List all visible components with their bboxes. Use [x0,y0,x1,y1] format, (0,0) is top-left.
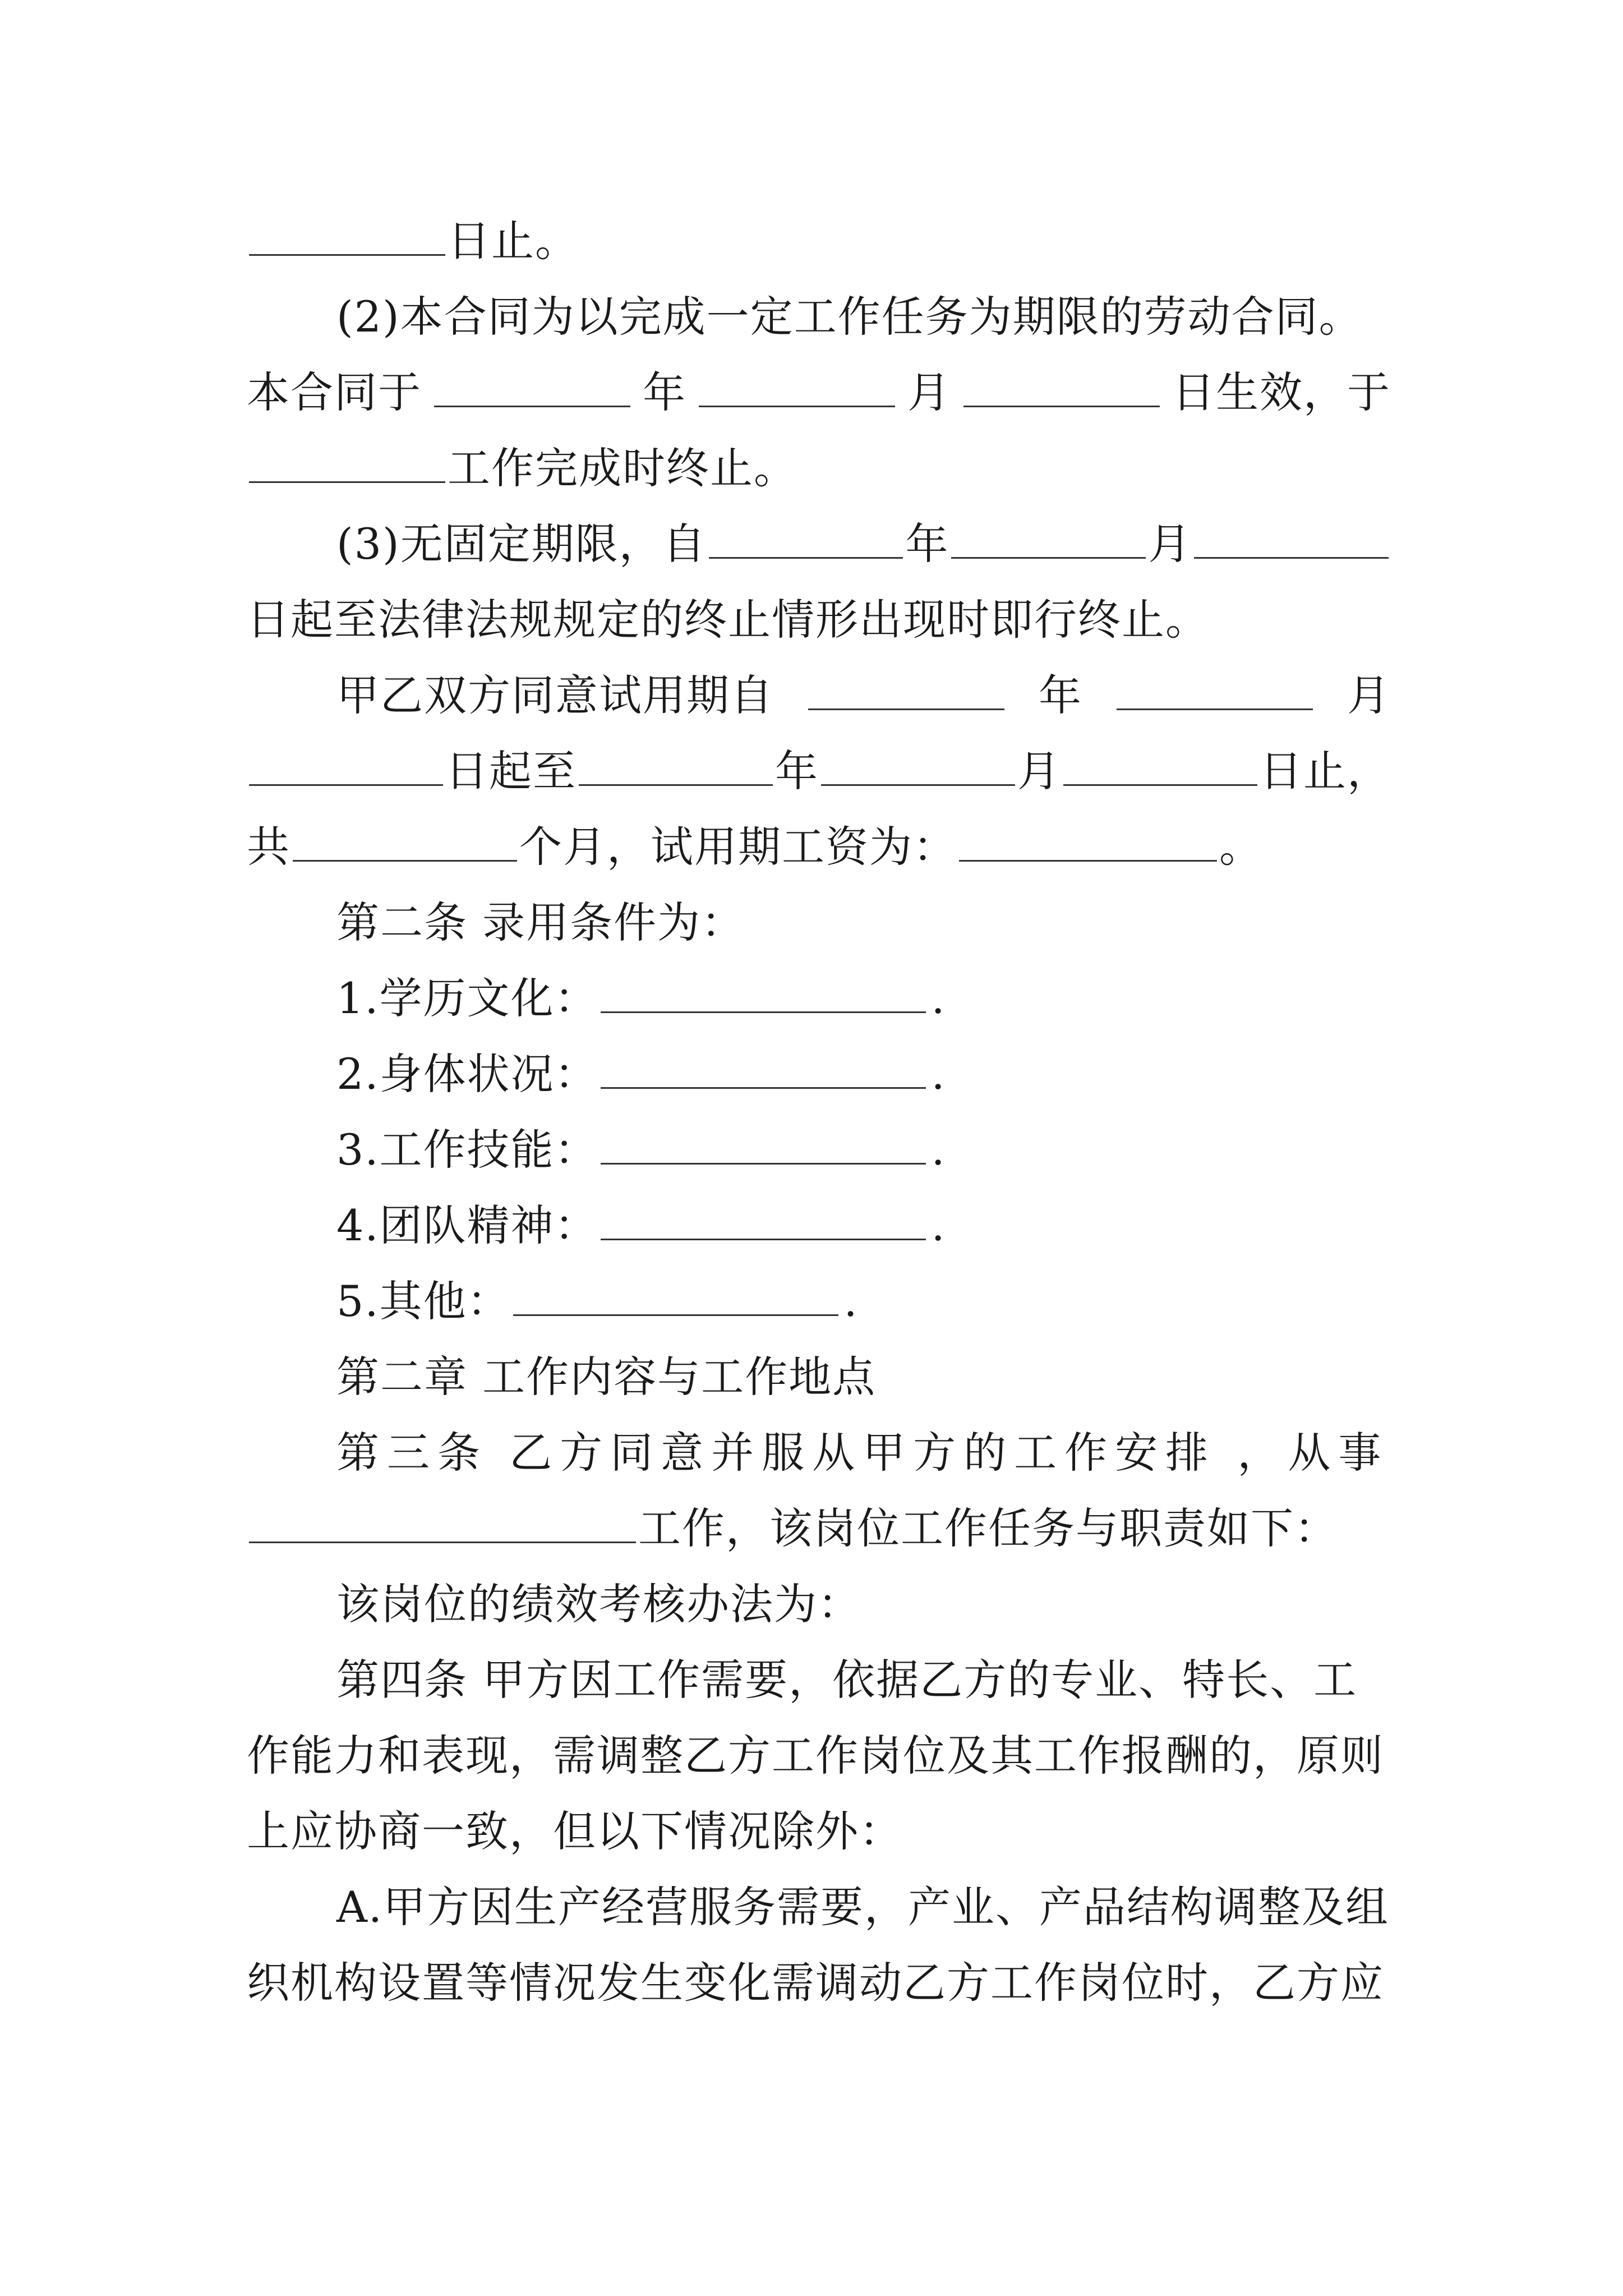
text: . [931,1049,946,1099]
chapter-2-title: 第二章 工作内容与工作地点 [336,1352,877,1402]
text: 。 [1219,822,1263,872]
condition-skills [336,1122,1391,1178]
blank-day[interactable] [249,745,443,786]
text: 工作完成时终止。 [448,443,797,493]
text: 年 [1039,670,1082,720]
text: . [931,973,946,1023]
probation-line-3 [247,819,1391,875]
item-2-line-1: (2)本合同为以完成一定工作任务为期限的劳动合同。 [336,292,1363,342]
text: 共 [247,822,291,872]
text: (3)无固定期限，自 [336,519,707,569]
blank-field[interactable] [601,1124,926,1165]
text: 年 [775,746,819,796]
text: 月 [907,367,951,417]
article-4-line-1: 第四条 甲方因工作需要，依据乙方的专业、特长、工 [336,1655,1358,1705]
blank-month[interactable] [1117,669,1313,710]
blank-month[interactable] [699,366,895,407]
item-2-line-3 [247,440,1391,496]
text: 甲乙双方同意试用期自 [336,670,774,720]
blank-year[interactable] [808,669,1004,710]
article-4-line-2: 作能力和表现，需调整乙方工作岗位及其工作报酬的，原则 [247,1731,1384,1780]
condition-health [336,1046,1391,1102]
article-3-line-1: 第三条 乙方同意并服从甲方的工作安排 ，从事 [336,1428,1389,1478]
text: 4.团队精神： [336,1200,598,1250]
blank-year[interactable] [709,518,903,559]
text: 本合同于 [247,367,422,417]
condition-teamwork [336,1198,1391,1254]
blank-year[interactable] [434,366,630,407]
blank-field[interactable] [601,972,926,1013]
text: 日生效，于 [1172,367,1391,417]
text: . [931,1125,946,1175]
text: 1.学历文化： [336,973,598,1023]
text: . [931,1200,946,1250]
article-3-line-3: 该岗位的绩效考核办法为： [336,1579,861,1629]
article-4-line-3: 上应协商一致，但以下情况除外： [247,1806,903,1856]
text: 工作，该岗位工作任务与职责如下： [638,1503,1338,1553]
condition-education [336,970,1391,1027]
line-end-date [247,213,1391,269]
item-a-line-2: 织机构设置等情况发生变化需调动乙方工作岗位时，乙方应 [247,1958,1384,2008]
probation-line-1 [336,668,1391,724]
text: 个月，试用期工资为： [519,822,957,872]
blank-day[interactable] [963,366,1160,407]
blank-months[interactable] [293,821,517,862]
blank-year[interactable] [579,745,773,786]
text: 年 [905,519,949,569]
text: . [843,1276,859,1326]
blank-month[interactable] [951,518,1146,559]
article-3-line-2 [247,1501,1391,1557]
article-2-title: 第二条 录用条件为： [336,898,745,947]
text: 年 [643,367,686,417]
blank-field[interactable] [601,1199,926,1240]
blank-wage[interactable] [959,821,1217,862]
text: 5.其他： [336,1276,511,1326]
text: 3.工作技能： [336,1125,598,1175]
text: 月 [1148,519,1192,569]
item-3-line-2: 日起至法律法规规定的终止情形出现时即行终止。 [247,595,1209,645]
blank-day[interactable] [1063,745,1257,786]
text: 日起至 [445,746,577,796]
text: 月 [1347,670,1391,720]
blank-month[interactable] [821,745,1015,786]
blank-field[interactable] [601,1048,926,1089]
item-3-line-1 [336,516,1391,572]
probation-line-2 [247,743,1391,799]
blank-field[interactable] [249,442,445,483]
blank-field[interactable] [249,215,445,256]
item-a-line-1: A.甲方因生产经营服务需要，产业、产品结构调整及组 [336,1882,1390,1932]
text: 日止， [1260,746,1391,796]
text: 月 [1017,746,1061,796]
text: 2.身体状况： [336,1049,598,1099]
blank-job[interactable] [249,1502,636,1543]
item-2-line-2 [247,365,1391,421]
blank-day[interactable] [1194,518,1389,559]
text: 日止。 [448,216,579,266]
condition-other [336,1273,1391,1329]
blank-field[interactable] [513,1275,838,1316]
